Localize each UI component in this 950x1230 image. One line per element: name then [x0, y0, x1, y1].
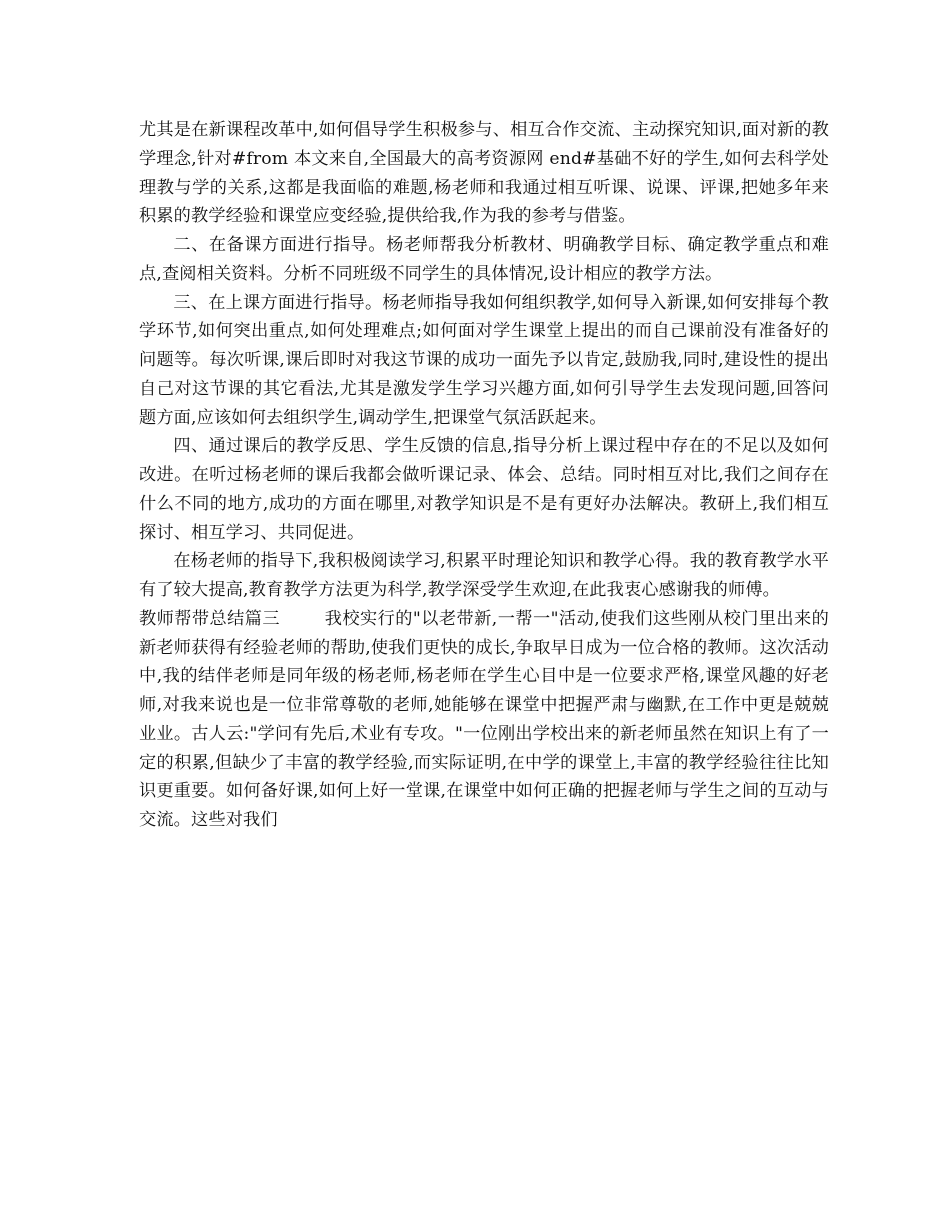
paragraph-teaching-guidance: 三、在上课方面进行指导。杨老师指导我如何组织教学,如何导入新课,如何安排每个教学环节,如何突出重点,如何处理难点;如何面对学生课堂上提出的而自己课前没有准备好的问题等。每次听课,课后即时对我这节课的成功一面先予以肯定,鼓励我,同时,建设性的提出自己对这节课的其它看法,尤其是激发学生学习兴趣方面,如何引导学生去发现问题,回答问题方面,应该如何去组织学生,调动学生,把课堂气氛活跃起来。 [139, 292, 829, 428]
document-page [139, 116, 829, 835]
section-three [139, 605, 829, 835]
paragraph-lesson-prep: 二、在备课方面进行指导。杨老师帮我分析教材、明确教学目标、确定教学重点和难点,查阅相关资料。分析不同班级不同学生的具体情况,设计相应的教学方法。 [139, 235, 829, 284]
paragraph-intro-continuation: 尤其是在新课程改革中,如何倡导学生积极参与、相互合作交流、主动探究知识,面对新的教学理念,针对#from 本文来自,全国最大的高考资源网 end#基础不好的学生,如何去科学处理教与学的关系,这都是我面临的难题,杨老师和我通过相互听课、说课、评课,把她多年来积累的教学经验和课堂应变经验,提供给我,作为我的参考与借鉴。 [139, 120, 829, 227]
section-body: 我校实行的"以老带新,一帮一"活动,使我们这些刚从校门里出来的新老师获得有经验老师的帮助,使我们更快的成长,争取早日成为一位合格的教师。这次活动中,我的结伴老师是同年级的杨老师,杨老师在学生心目中是一位要求严格,课堂风趣的好老师,对我来说也是一位非常尊敬的老师,她能够在课堂中把握严肃与幽默,在工作中更是兢兢业业。古人云:"学问有先后,术业有专攻。"一位刚出学校出来的新老师虽然在知识上有了一定的积累,但缺少了丰富的教学经验,而实际证明,在中学的课堂上,丰富的教学经验往往比知识更重要。如何备好课,如何上好一堂课,在课堂中如何正确的把握老师与学生之间的互动与交流。这些对我们 [139, 608, 830, 830]
paragraph-thanks: 在杨老师的指导下,我积极阅读学习,积累平时理论知识和教学心得。我的教育教学水平有了较大提高,教育教学方法更为科学,教学深受学生欢迎,在此我衷心感谢我的师傅。 [139, 551, 829, 600]
section-heading: 教师帮带总结篇三 [139, 608, 281, 629]
paragraph-reflection: 四、通过课后的教学反思、学生反馈的信息,指导分析上课过程中存在的不足以及如何改进。在听过杨老师的课后我都会做听课记录、体会、总结。同时相互对比,我们之间存在什么不同的地方,成功的方面在哪里,对教学知识是不是有更好办法解决。教研上,我们相互探讨、相互学习、共同促进。 [139, 436, 829, 543]
